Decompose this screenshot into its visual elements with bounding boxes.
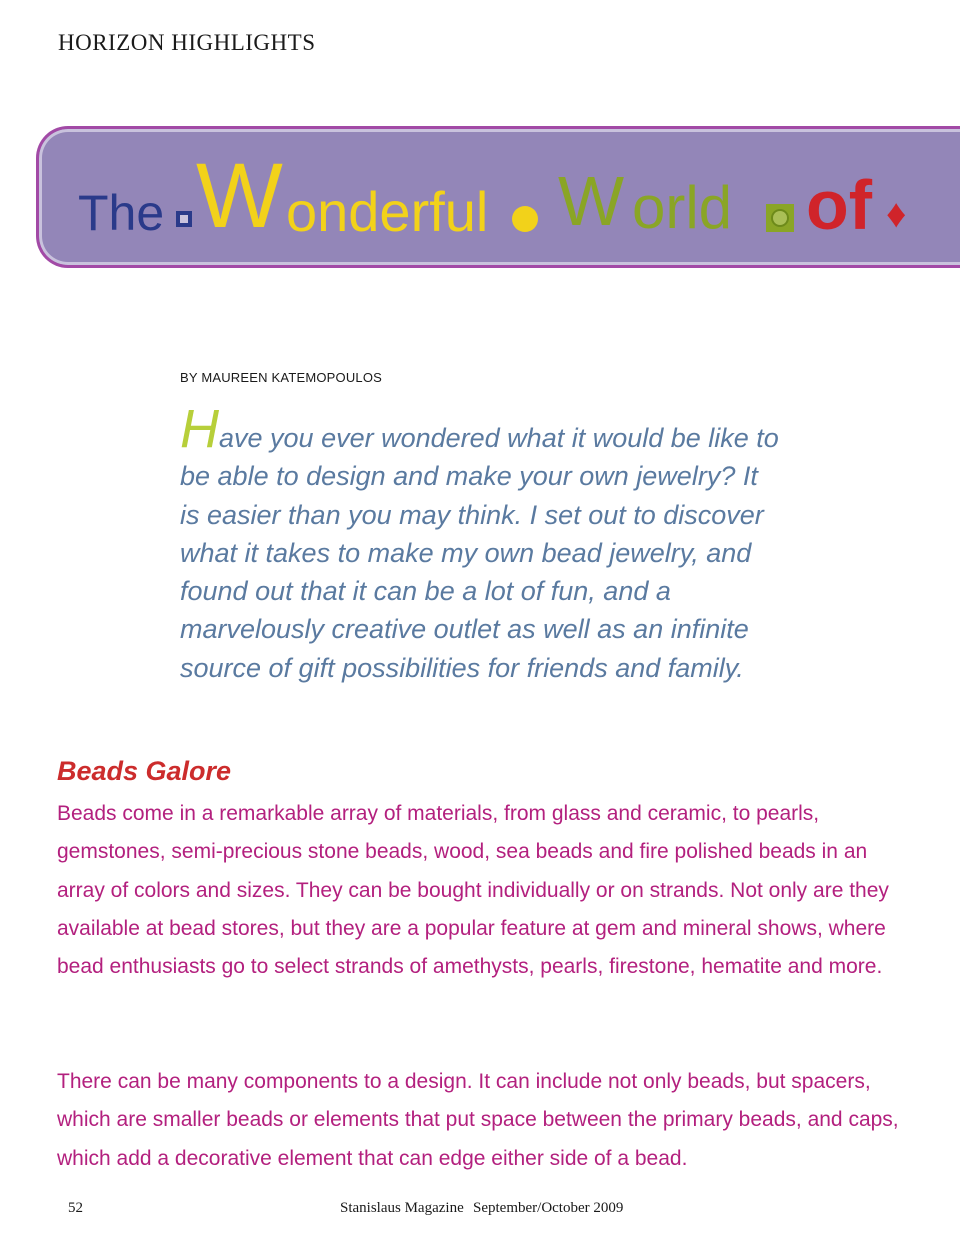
square-bead-icon	[176, 211, 192, 227]
publication-name: Stanislaus Magazine	[340, 1200, 464, 1216]
lede-paragraph	[180, 399, 780, 687]
issue-date: September/October 2009	[473, 1200, 624, 1216]
byline: BY MAUREEN KATEMOPOULOS	[180, 370, 383, 385]
body-paragraph: There can be many components to a design. It can include not only beads, but spacers, which are smaller beads or elements that put space between the primary beads, and caps, which add a decorative element that can edge either side of a bead.	[57, 1070, 899, 1170]
title-word-the: The	[78, 185, 165, 241]
section-heading: Beads Galore	[57, 756, 232, 786]
title-word-orld: orld	[632, 174, 733, 241]
title-word-onderful: onderful	[286, 180, 489, 243]
round-bead-icon	[512, 206, 538, 232]
title-initial-w2: W	[558, 162, 625, 240]
title-initial-w: W	[196, 145, 283, 247]
drop-cap: H	[180, 399, 219, 459]
body-paragraph: Beads come in a remarkable array of materials, from glass and ceramic, to pearls, gemstones, semi-precious stone beads, wood, sea beads and fire polished beads in an array of colors and sizes. They can be bought individually or on strands. Not only are they available at bead stores, but they are a popular feature at gem and mineral shows, where bead enthusiasts go to select strands of amethysts, pearls, firestone, hematite and more.	[57, 802, 889, 979]
page-number: 52	[68, 1200, 83, 1216]
square-ring-bead-icon	[766, 204, 794, 232]
title-word-of: of	[806, 166, 873, 244]
lede-text: ave you ever wondered what it would be like to be able to design and make your own jewelry? It is easier than you may think. I set out to discover what it takes to make my own bead jewelry, and found out that it can be a lot of fun, and a marvelously creative outlet as well as an infinite source of gift possibilities for friends and family.	[180, 423, 779, 683]
section-label: HORIZON HIGHLIGHTS	[58, 30, 316, 55]
diamond-icon: ♦	[886, 192, 907, 236]
article-title	[78, 145, 938, 248]
